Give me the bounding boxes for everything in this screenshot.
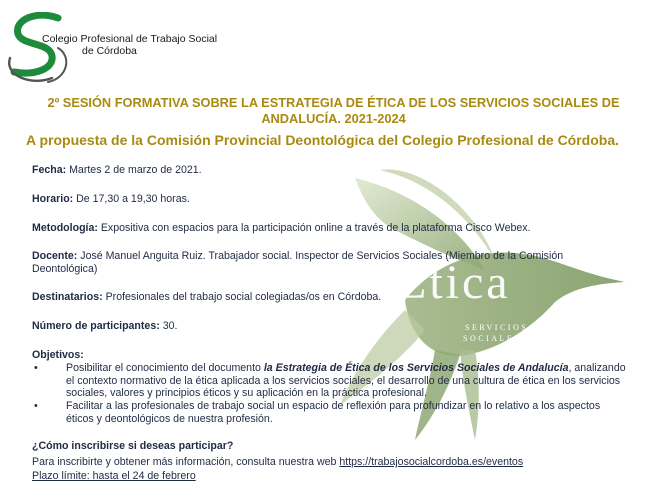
participantes-value: 30. bbox=[162, 320, 178, 332]
docente-row bbox=[32, 250, 592, 276]
destinatarios-value: Profesionales del trabajo social colegiadas/os en Córdoba. bbox=[105, 291, 382, 303]
objetivo-1-before: Posibilitar el conocimiento del documento bbox=[66, 362, 264, 374]
logo-s-icon bbox=[6, 12, 86, 86]
inscripcion-heading-text: ¿Cómo inscribirse si deseas participar? bbox=[32, 440, 234, 452]
destinatarios-row bbox=[32, 291, 381, 304]
eventos-link[interactable]: https://trabajosocialcordoba.es/eventos bbox=[339, 456, 524, 468]
fecha-label: Fecha: bbox=[32, 164, 67, 176]
objetivos-heading bbox=[32, 349, 84, 362]
objetivo-bullet-2: • bbox=[34, 400, 38, 412]
horario-value: De 17,30 a 19,30 horas. bbox=[76, 193, 190, 205]
objetivo-item-1 bbox=[66, 362, 626, 400]
etica-watermark-word: Ética bbox=[397, 256, 511, 309]
metodologia-value: Expositiva con espacios para la participación online a través de la plataforma Cisco Webex. bbox=[100, 222, 531, 234]
objetivo-1-after: , analizando el contexto normativo de la ética aplicada a los servicios sociales, el desarrollo de una cultura de ética en los servicios sociales, valores y principios éticos y su aplicación en la práctica profesional. bbox=[66, 362, 626, 399]
participantes-label: Número de participantes: bbox=[32, 320, 160, 332]
inscripcion-row bbox=[32, 456, 523, 469]
etica-watermark-sub1: SERVICIOS bbox=[465, 323, 529, 332]
college-logo bbox=[6, 12, 226, 86]
objetivo-item-2: Facilitar a las profesionales de trabajo social un espacio de reflexión para profundizar en lo relativo a los aspectos éticos y deontológicos de nuestra profesión. bbox=[66, 400, 601, 425]
inscripcion-text: Para inscribirte y obtener más información, consulta nuestra web bbox=[32, 456, 340, 468]
destinatarios-label: Destinatarios: bbox=[32, 291, 103, 303]
fecha-row bbox=[32, 164, 202, 177]
metodologia-row bbox=[32, 222, 531, 235]
fecha-value: Martes 2 de marzo de 2021. bbox=[69, 164, 202, 176]
plazo-row bbox=[32, 470, 196, 483]
objetivos-label: Objetivos: bbox=[32, 349, 84, 361]
plazo-text: Plazo límite: hasta el 24 de febrero bbox=[32, 470, 196, 482]
session-subtitle: A propuesta de la Comisión Provincial Deontológica del Colegio Profesional de Córdoba. bbox=[26, 132, 620, 148]
etica-watermark-sub2: SOCIALES bbox=[463, 334, 522, 343]
objetivo-1-document-title: la Estrategia de Ética de los Servicios Sociales de Andalucía bbox=[263, 362, 569, 374]
participantes-row bbox=[32, 320, 177, 333]
logo-text-line1: Colegio Profesional de Trabajo Social bbox=[42, 33, 218, 45]
logo-text-line2: de Córdoba bbox=[82, 45, 137, 57]
docente-value: José Manuel Anguita Ruiz. Trabajador social. Inspector de Servicios Sociales (Miembro de la Comisión Deontológica) bbox=[32, 250, 564, 275]
horario-row bbox=[32, 193, 190, 206]
metodologia-label: Metodología: bbox=[32, 222, 98, 234]
session-title: 2º SESIÓN FORMATIVA SOBRE LA ESTRATEGIA DE ÉTICA DE LOS SERVICIOS SOCIALES DE ANDALUCÍA. 2021-2024 bbox=[47, 95, 620, 126]
inscripcion-heading bbox=[32, 440, 233, 453]
horario-label: Horario: bbox=[32, 193, 74, 205]
docente-label: Docente: bbox=[32, 250, 78, 262]
objetivo-bullet-1: • bbox=[34, 362, 38, 374]
